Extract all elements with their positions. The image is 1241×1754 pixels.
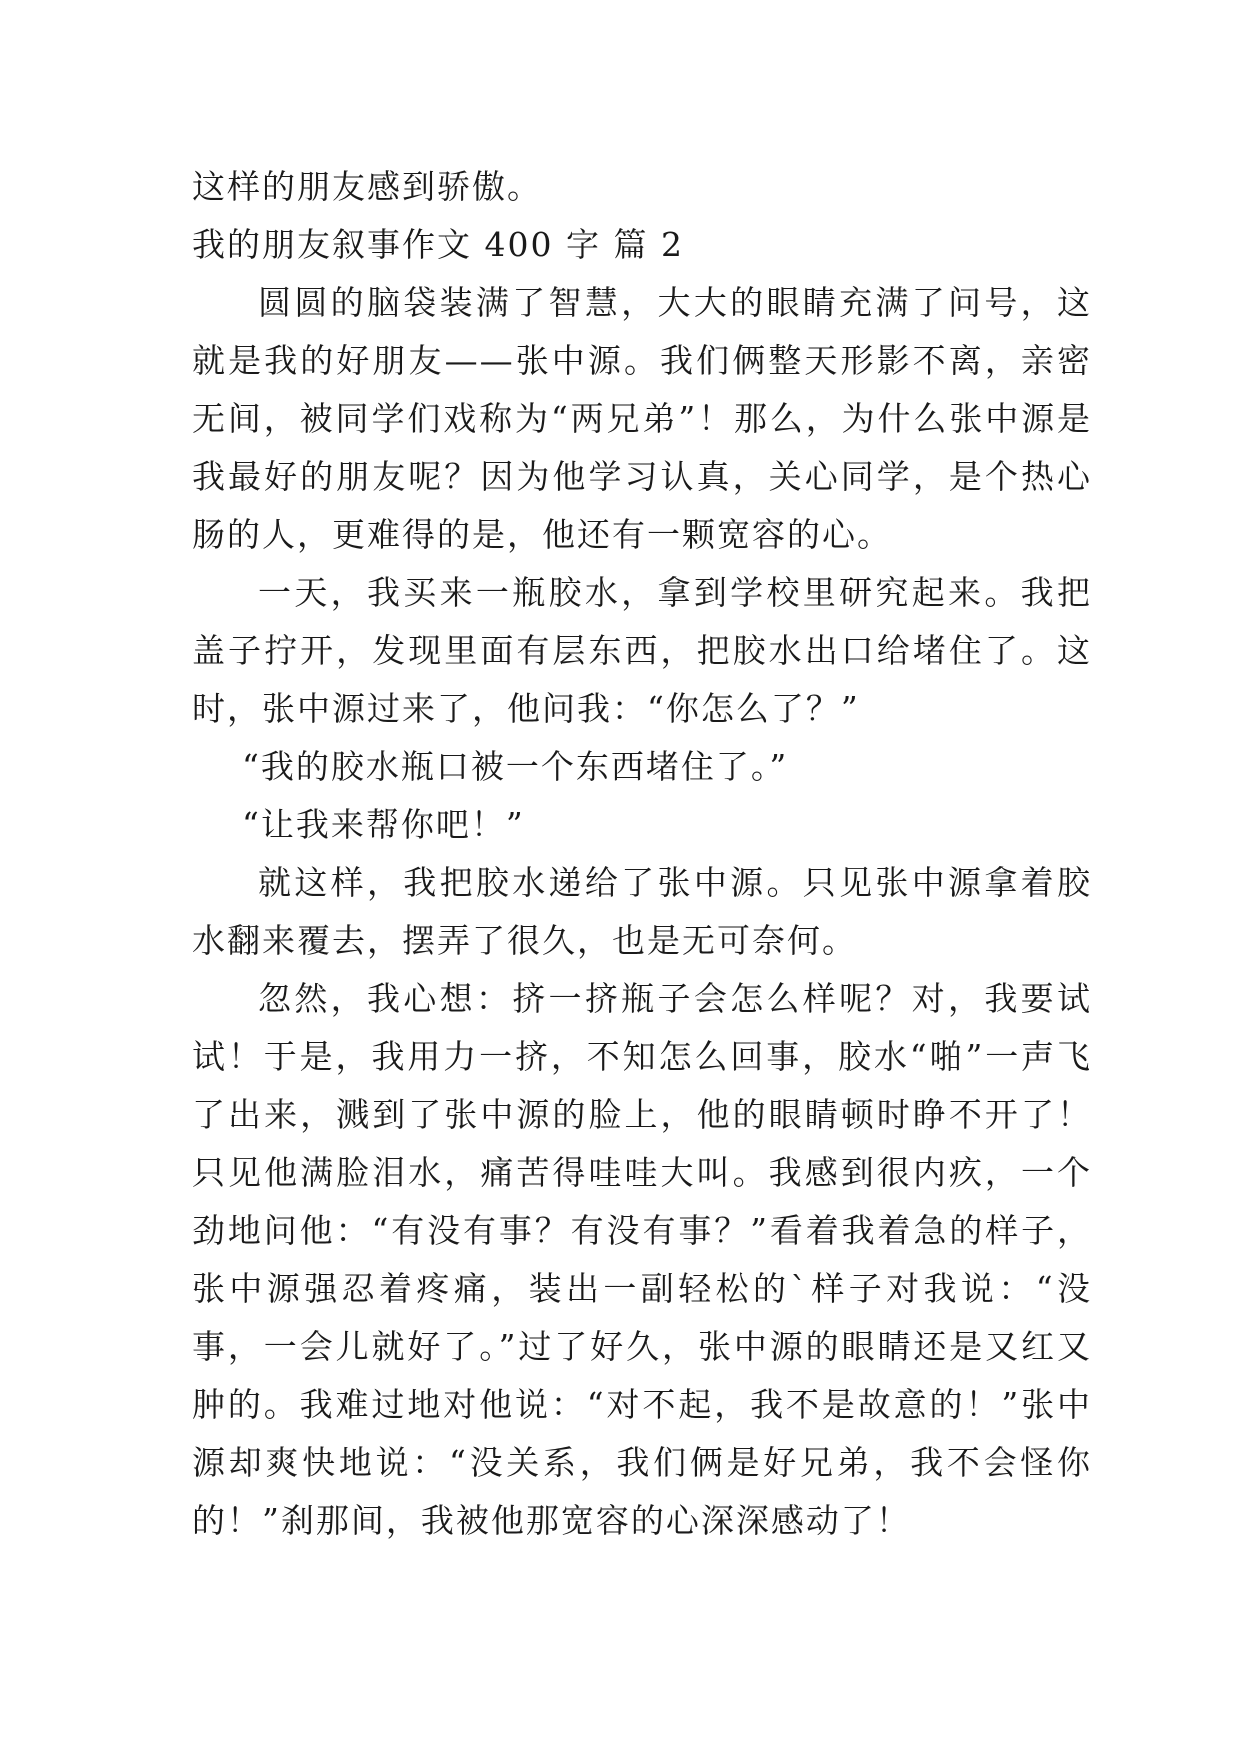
document-body bbox=[192, 158, 1092, 1550]
paragraph: 一天，我买来一瓶胶水，拿到学校里研究起来。我把盖子拧开，发现里面有层东西，把胶水出口给堵住了。这时，张中源过来了，他问我：“你怎么了？” bbox=[192, 573, 1092, 728]
section-title: 我的朋友叙事作文 400 字 篇 2 bbox=[192, 225, 684, 264]
dialogue-line: “我的胶水瓶口被一个东西堵住了。” bbox=[242, 747, 789, 786]
paragraph: 忽然，我心想：挤一挤瓶子会怎么样呢？对，我要试试！于是，我用力一挤，不知怎么回事，胶水“啪”一声飞了出来，溅到了张中源的脸上，他的眼睛顿时睁不开了！只见他满脸泪水，痛苦得哇哇大叫。我感到很内疚，一个劲地问他：“有没有事？有没有事？”看着我着急的样子，张中源强忍着疼痛，装出一副轻松的`样子对我说：“没事，一会儿就好了。”过了好久，张中源的眼睛还是又红又肿的。我难过地对他说：“对不起，我不是故意的！”张中源却爽快地说：“没关系，我们俩是好兄弟，我不会怪你的！”刹那间，我被他那宽容的心深深感动了！ bbox=[192, 979, 1092, 1540]
dialogue-line: “让我来帮你吧！” bbox=[242, 805, 525, 844]
paragraph: 就这样，我把胶水递给了张中源。只见张中源拿着胶水翻来覆去，摆弄了很久，也是无可奈何。 bbox=[192, 863, 1092, 960]
paragraph: 圆圆的脑袋装满了智慧，大大的眼睛充满了问号，这就是我的好朋友——张中源。我们俩整天形影不离，亲密无间，被同学们戏称为“两兄弟”！那么，为什么张中源是我最好的朋友呢？因为他学习认真，关心同学，是个热心肠的人，更难得的是，他还有一颗宽容的心。 bbox=[192, 283, 1092, 554]
lead-line: 这样的朋友感到骄傲。 bbox=[192, 167, 542, 206]
